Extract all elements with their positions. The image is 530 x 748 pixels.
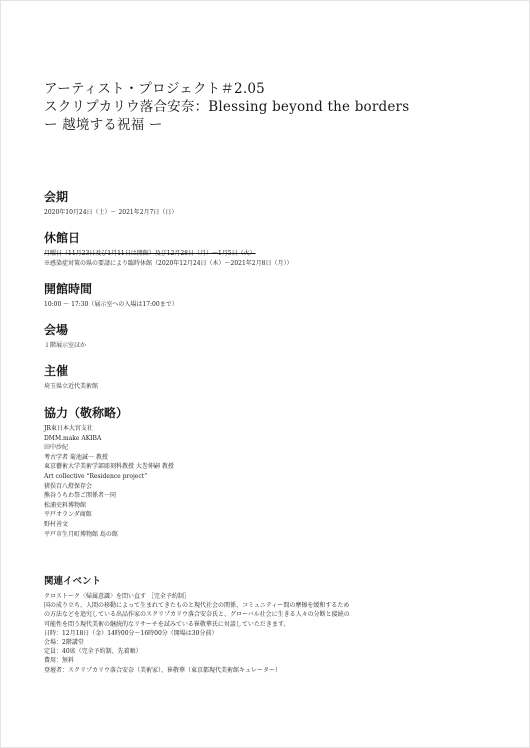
- event-title-line: クロストーク〈帰属意識〉を問い直す ［完全予約制］: [44, 593, 190, 600]
- organizer-section: [44, 364, 98, 392]
- event-speakers: 登壇者：スクリプカリウ落合安奈（美術家）、崔敬華（東京都現代美術館キュレーター）: [44, 666, 281, 674]
- list-item: 熊谷うちわ祭ご関係者一同: [44, 492, 117, 500]
- cooperation-heading: 協力（敬称略）: [44, 406, 129, 420]
- list-item: 東京藝術大学美術学部彫刻科教授 大巻伸嗣 教授: [44, 463, 174, 471]
- event-venue: 会場：2階講堂: [44, 639, 84, 647]
- event-description-line: の方法などを追究している出品作家のスクリプカリウ落合安奈氏と、グローバル社会に生きる人々の分断と接続の: [44, 611, 350, 619]
- list-item: 考古学者 菊池誠一 教授: [44, 453, 108, 461]
- event-description-line: 国の成り立ち、人間の移動によって生まれてきたものと現代社会の関係、コミュニティー間の摩擦を緩和するため: [44, 602, 350, 610]
- closed-section: [44, 231, 292, 268]
- period-heading: 会期: [44, 190, 69, 204]
- venue-heading: 会場: [44, 323, 69, 337]
- event-date: 日時：12月18日（金）14時00分～16時00分（開場は30分前）: [44, 629, 218, 637]
- event-fee: 費用：無料: [44, 657, 75, 665]
- list-item: 平戸市生月町博物館 島の館: [44, 530, 118, 538]
- period-text: 2020年10月24日（土）～ 2021年2月7日（日）: [44, 209, 178, 216]
- list-item: JR東日本大宮支社: [44, 425, 93, 432]
- list-item: Art collective “Residence project”: [44, 472, 148, 480]
- title-line-1: アーティスト・プロジェクト＃2.05: [44, 81, 265, 97]
- list-item: 平戸オランダ商館: [44, 511, 92, 519]
- events-heading: 関連イベント: [44, 576, 102, 587]
- hours-section: [44, 282, 178, 310]
- hours-heading: 開館時間: [44, 282, 93, 296]
- closed-notice: ※感染症対策の県の要請により臨時休館（2020年12月24日（木）～2021年2月8日（月））: [44, 259, 293, 267]
- event-capacity: 定員：40席（完全予約制、先着順）: [44, 648, 142, 656]
- list-item: 田中沙紀: [44, 444, 69, 452]
- closed-struck-text: 月曜日（11月23日及び1月11日は開館）及び12月28日（月）～1月5日（火）: [44, 250, 256, 257]
- cooperation-list: [44, 424, 174, 539]
- title-line-2: スクリプカリウ落合安奈：Blessing beyond the borders: [44, 99, 410, 115]
- exhibition-title: [44, 80, 409, 134]
- list-item: 猪俣百八燈保存会: [44, 482, 93, 490]
- event-description-line: 可能性を問う現代美術の継続的なリサーチを試みている崔敬華氏に対談していただきます。: [44, 620, 290, 628]
- period-section: [44, 190, 177, 218]
- list-item: 野村善文: [44, 520, 69, 528]
- hours-text: 10:00 ～ 17:30（展示室への入場は17:00まで）: [44, 301, 178, 308]
- list-item: 松浦史料博物館: [44, 501, 87, 509]
- venue-section: [44, 323, 86, 351]
- closed-heading: 休館日: [44, 231, 81, 245]
- title-line-3: ー 越境する祝福 ー: [44, 117, 163, 133]
- organizer-text: 埼玉県立近代美術館: [44, 383, 99, 390]
- venue-text: １階展示室ほか: [44, 342, 87, 349]
- organizer-heading: 主催: [44, 364, 69, 378]
- cooperation-section: [44, 406, 174, 539]
- events-section: [44, 575, 350, 675]
- events-body: [44, 592, 350, 675]
- list-item: DMM.make AKIBA: [44, 434, 102, 442]
